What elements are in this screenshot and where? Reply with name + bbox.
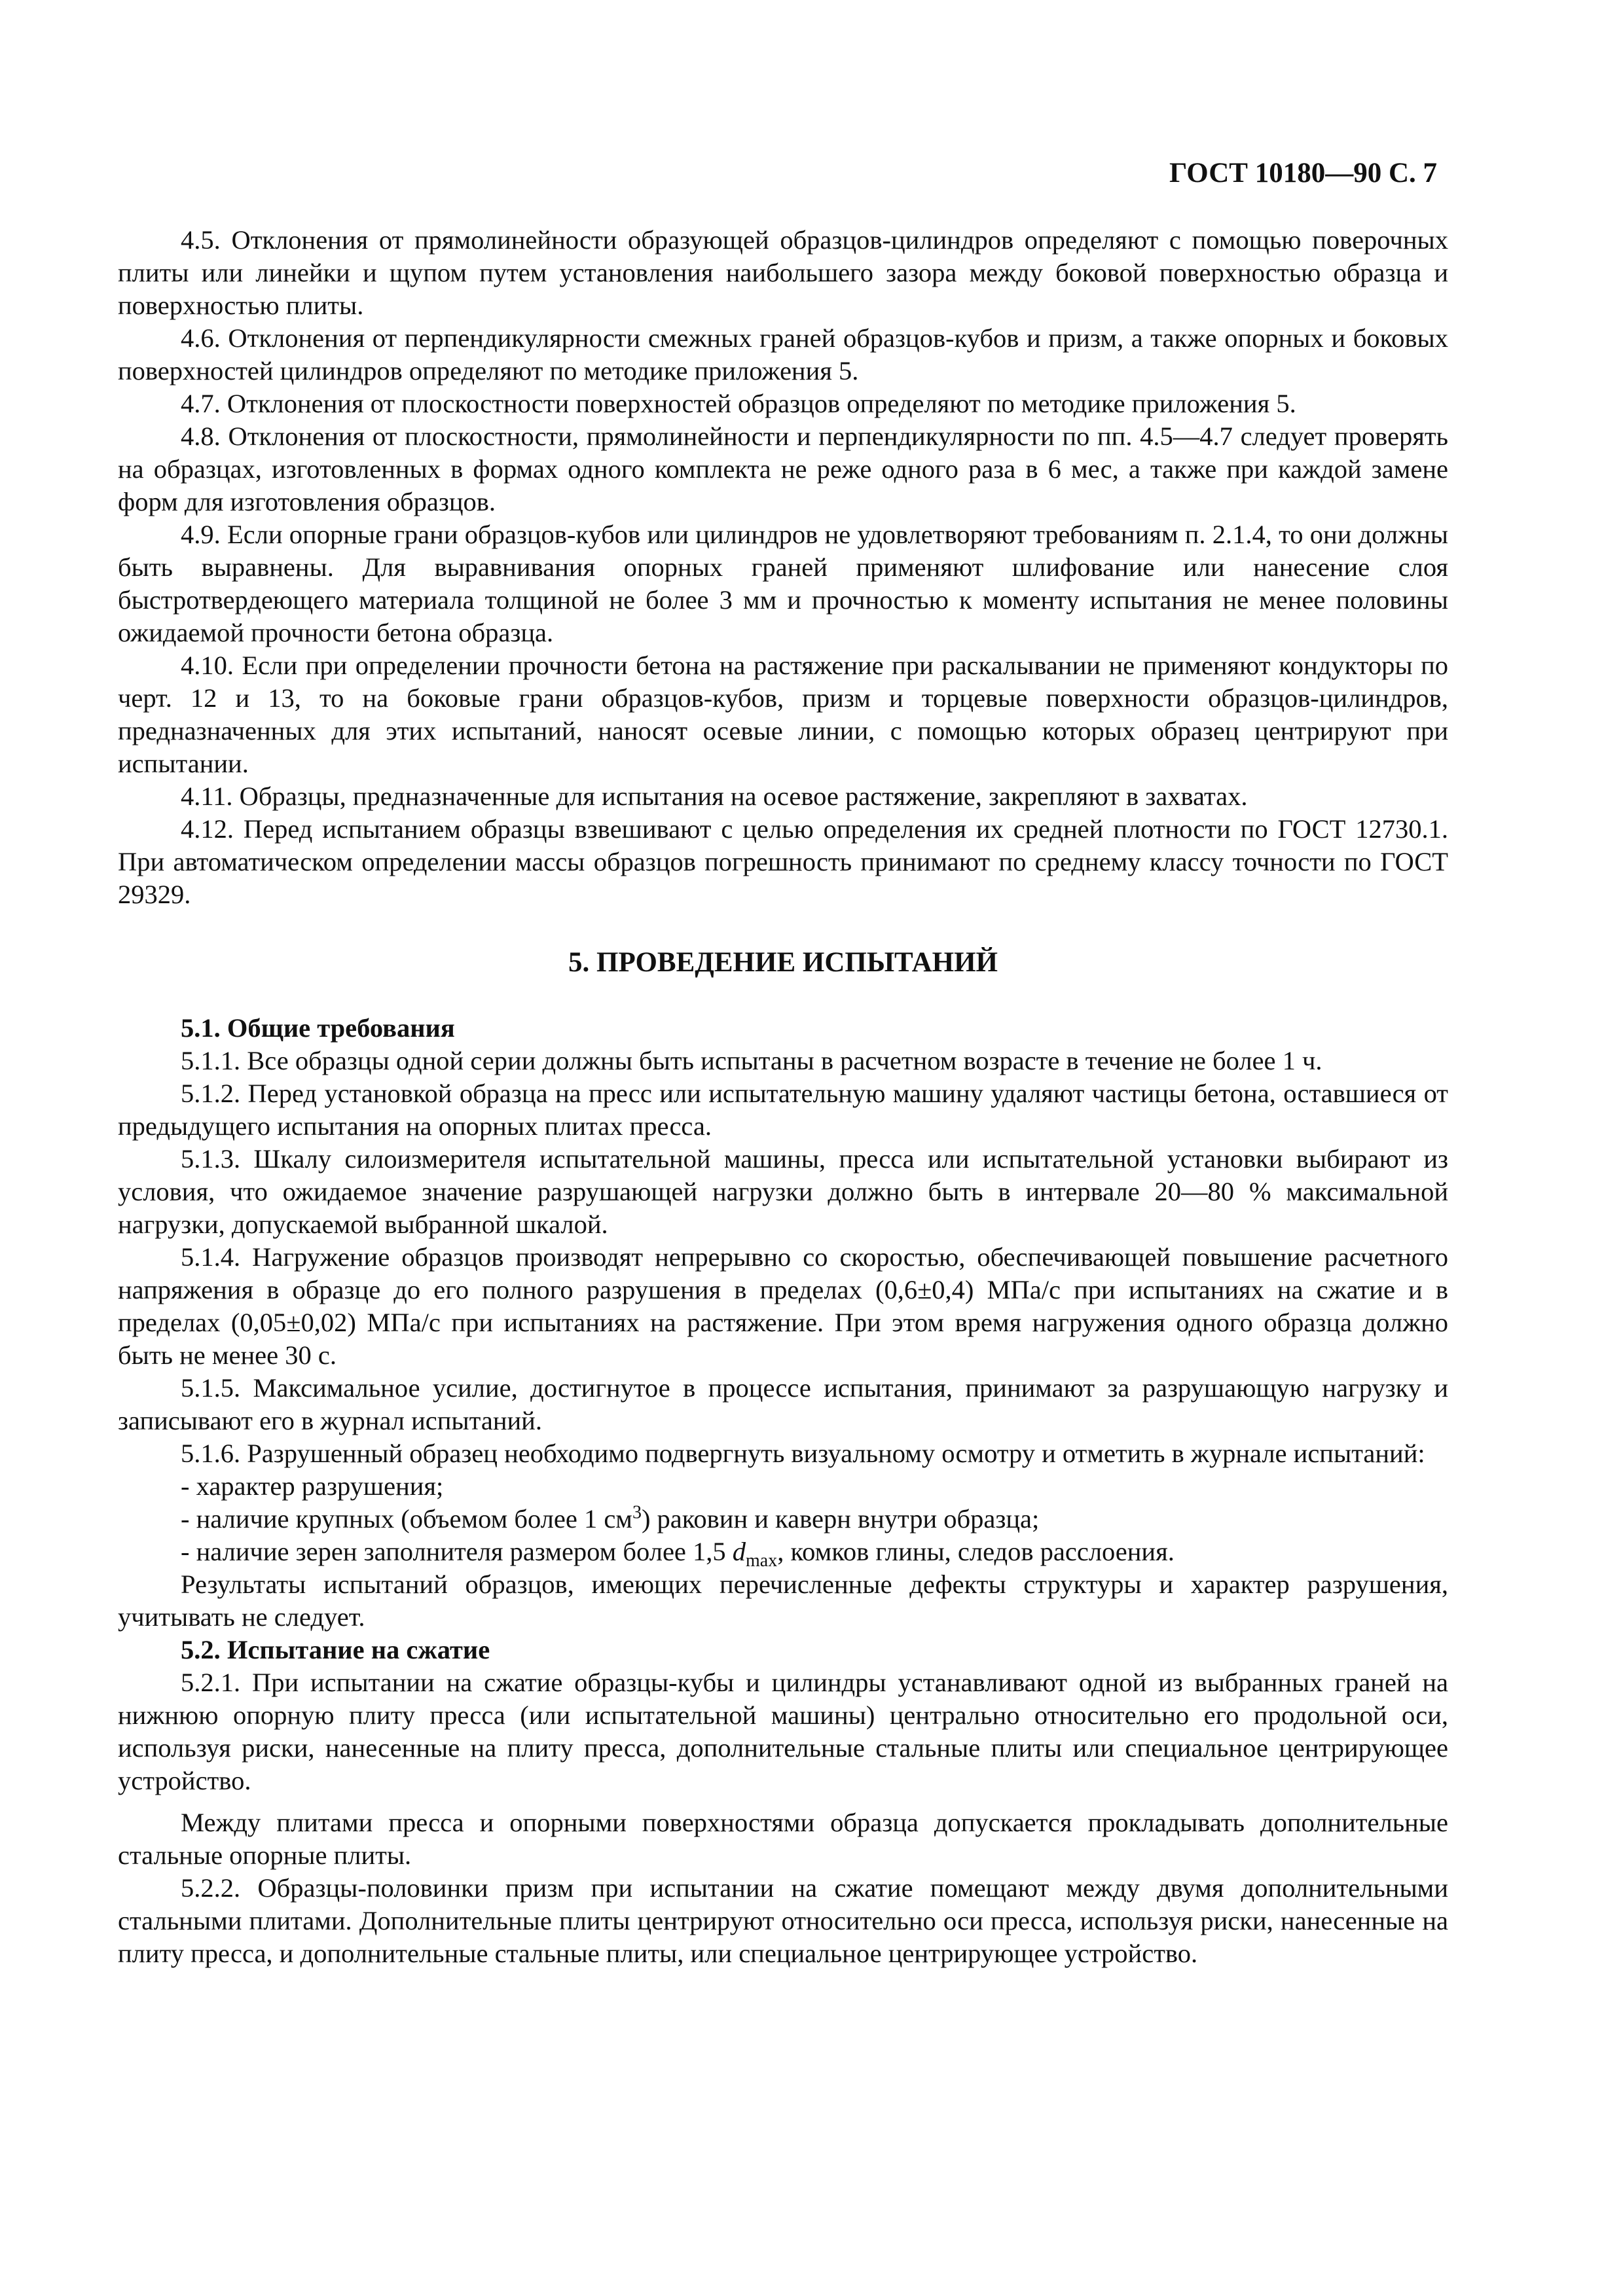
- page-header: ГОСТ 10180—90 С. 7: [1169, 158, 1437, 188]
- document-body: [118, 224, 1448, 1970]
- paragraph-5-2-1: 5.2.1. При испытании на сжатие образцы-кубы и цилиндры устанавливают одной из выбранных граней на нижнюю опорную плиту пресса (или испытательной машины) центрально относительно его продольной оси, используя риски, нанесенные на плиту пресса, дополнительные стальные плиты или специальное центрирующее устройство.: [118, 1668, 1448, 1795]
- paragraph-4-9: 4.9. Если опорные грани образцов-кубов или цилиндров не удовлетворяют требованиям п. 2.1.4, то они должны быть выравнены. Для выравнивания опорных граней применяют шлифование или нанесение слоя быстротвердеющего материала толщиной не более 3 мм и прочностью к моменту испытания не менее половины ожидаемой прочности бетона образца.: [118, 520, 1448, 647]
- paragraph-5-2-2: 5.2.2. Образцы-половинки призм при испытании на сжатие помещают между двумя дополнительными стальными плитами. Дополнительные плиты центрируют относительно оси пресса, используя риски, нанесенные на плиту пресса, и дополнительные стальные плиты, или специальное центрирующее устройство.: [118, 1873, 1448, 1968]
- subsection-5-2-title: 5.2. Испытание на сжатие: [181, 1635, 490, 1664]
- paragraph-5-1-6-result: Результаты испытаний образцов, имеющих перечисленные дефекты структуры и характер разрушения, учитывать не следует.: [118, 1570, 1448, 1632]
- paragraph-5-1-6: 5.1.6. Разрушенный образец необходимо подвергнуть визуальному осмотру и отметить в журнале испытаний:: [181, 1439, 1425, 1468]
- list-item: - характер разрушения;: [181, 1471, 444, 1501]
- paragraph-5-1-2: 5.1.2. Перед установкой образца на пресс или испытательную машину удаляют частицы бетона, оставшиеся от предыдущего испытания на опорных плитах пресса.: [118, 1079, 1448, 1141]
- paragraph-5-1-1: 5.1.1. Все образцы одной серии должны быть испытаны в расчетном возрасте в течение не более 1 ч.: [181, 1046, 1322, 1075]
- paragraph-4-10: 4.10. Если при определении прочности бетона на растяжение при раскалывании не применяют кондукторы по черт. 12 и 13, то на боковые грани образцов-кубов, призм и торцевые поверхности образцов-цилиндров, предназначенных для этих испытаний, наносят осевые линии, с помощью которых образец центрируют при испытании.: [118, 651, 1448, 778]
- paragraph-5-1-4: 5.1.4. Нагружение образцов производят непрерывно со скоростью, обеспечивающей повышение расчетного напряжения в образце до его полного разрушения в пределах (0,6±0,4) МПа/с при испытаниях на сжатие и в пределах (0,05±0,02) МПа/с при испытаниях на растяжение. При этом время нагружения одного образца должно быть не менее 30 с.: [118, 1242, 1448, 1370]
- paragraph-4-6: 4.6. Отклонения от перпендикулярности смежных граней образцов-кубов и призм, а также опорных и боковых поверхностей цилиндров определяют по методике приложения 5.: [118, 323, 1448, 386]
- paragraph-4-7: 4.7. Отклонения от плоскостности поверхностей образцов определяют по методике приложения 5.: [181, 389, 1296, 418]
- list-item: - наличие зерен заполнителя размером более 1,5 $d_{max}$, комков глины, следов расслоения.: [181, 1537, 1175, 1571]
- paragraph-5-1-3: 5.1.3. Шкалу силоизмерителя испытательной машины, пресса или испытательной установки выбирают из условия, что ожидаемое значение разрушающей нагрузки должно быть в интервале 20—80 % максимальной нагрузки, допускаемой выбранной шкалой.: [118, 1144, 1448, 1239]
- paragraph-5-2-1-b: Между плитами пресса и опорными поверхностями образца допускается прокладывать дополнительные стальные опорные плиты.: [118, 1808, 1448, 1870]
- paragraph-5-1-5: 5.1.5. Максимальное усилие, достигнутое в процессе испытания, принимают за разрушающую нагрузку и записывают его в журнал испытаний.: [118, 1373, 1448, 1435]
- list-item: - наличие крупных (объемом более 1 $см^3$) раковин и каверн внутри образца;: [181, 1502, 1040, 1534]
- paragraph-4-12: 4.12. Перед испытанием образцы взвешивают с целью определения их средней плотности по ГОСТ 12730.1. При автоматическом определении массы образцов погрешность принимают по среднему классу точности по ГОСТ 29329.: [118, 814, 1448, 909]
- paragraph-4-11: 4.11. Образцы, предназначенные для испытания на осевое растяжение, закрепляют в захватах.: [181, 781, 1248, 811]
- subsection-5-1-title: 5.1. Общие требования: [181, 1013, 455, 1043]
- paragraph-4-5: 4.5. Отклонения от прямолинейности образующей образцов-цилиндров определяют с помощью поверочных плиты или линейки и щупом путем установления наибольшего зазора между боковой поверхностью образца и поверхностью плиты.: [118, 225, 1448, 320]
- paragraph-4-8: 4.8. Отклонения от плоскостности, прямолинейности и перпендикулярности по пп. 4.5—4.7 следует проверять на образцах, изготовленных в формах одного комплекта не реже одного раза в 6 мес, а также при каждой замене форм для изготовления образцов.: [118, 422, 1448, 516]
- section-heading: 5. ПРОВЕДЕНИЕ ИСПЫТАНИЙ: [568, 947, 998, 978]
